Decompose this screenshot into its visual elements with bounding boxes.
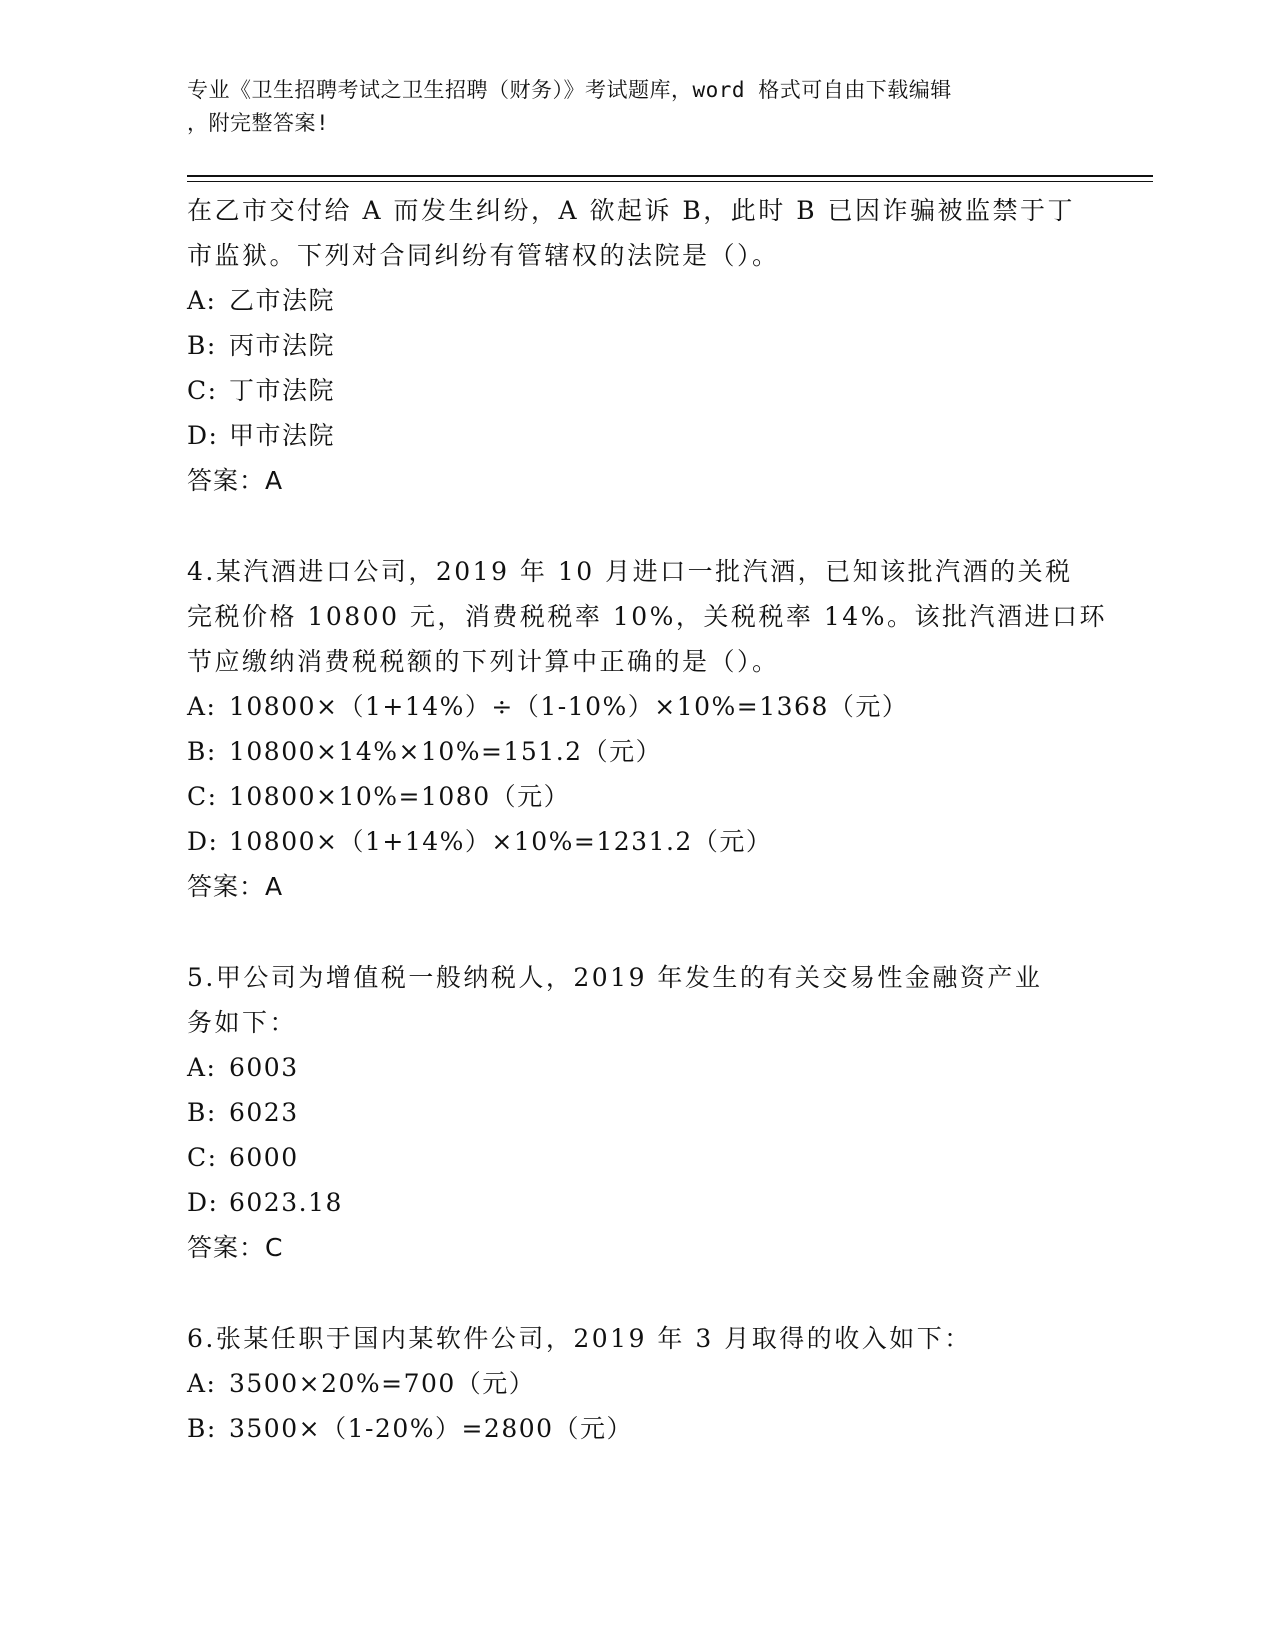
option-c: C: 6000 xyxy=(187,1143,299,1172)
question-stem-line: 5.甲公司为增值税一般纳税人，2019 年发生的有关交易性金融资产业 xyxy=(187,963,1043,992)
option-b: B: 3500×（1-20%）=2800（元） xyxy=(187,1414,634,1443)
question-content xyxy=(187,188,1107,1451)
question-stem-line: 市监狱。下列对合同纠纷有管辖权的法院是（）。 xyxy=(187,241,780,270)
option-d: D: 6023.18 xyxy=(187,1188,343,1217)
header-line-2: ，附完整答案! xyxy=(187,111,330,135)
question-stem-line: 务如下： xyxy=(187,1008,298,1037)
option-b: B: 6023 xyxy=(187,1098,299,1127)
option-a: A: 乙市法院 xyxy=(187,286,336,315)
question-stem-line: 4.某汽酒进口公司，2019 年 10 月进口一批汽酒，已知该批汽酒的关税 xyxy=(187,557,1073,586)
question-3 xyxy=(187,188,1087,503)
header-rule-thin xyxy=(187,181,1153,182)
option-d: D: 甲市法院 xyxy=(187,421,336,450)
option-a: A: 3500×20%=700（元） xyxy=(187,1369,536,1398)
option-c: C: 10800×10%=1080（元） xyxy=(187,782,571,811)
question-stem-line: 完税价格 10800 元，消费税税率 10%，关税税率 14%。该批汽酒进口环 xyxy=(187,602,1107,631)
option-a: A: 6003 xyxy=(187,1053,299,1082)
header-rule-thick xyxy=(187,175,1153,177)
question-stem-line: 6.张某任职于国内某软件公司，2019 年 3 月取得的收入如下： xyxy=(187,1324,972,1353)
question-stem-line: 节应缴纳消费税税额的下列计算中正确的是（）。 xyxy=(187,647,780,676)
header-line-1: 专业《卫生招聘考试之卫生招聘（财务）》考试题库，word 格式可自由下载编辑 xyxy=(187,78,952,102)
question-6 xyxy=(187,1316,1087,1451)
option-b: B: 丙市法院 xyxy=(187,331,336,360)
answer: 答案：A xyxy=(187,872,284,901)
document-header xyxy=(187,74,1067,140)
question-stem-line: 在乙市交付给 A 而发生纠纷，A 欲起诉 B，此时 B 已因诈骗被监禁于丁 xyxy=(187,196,1076,225)
option-d: D: 10800×（1+14%）×10%=1231.2（元） xyxy=(187,827,773,856)
question-5 xyxy=(187,955,1087,1270)
question-4 xyxy=(187,549,1107,909)
option-a: A: 10800×（1+14%）÷（1-10%）×10%=1368（元） xyxy=(187,692,909,721)
option-c: C: 丁市法院 xyxy=(187,376,336,405)
answer: 答案：C xyxy=(187,1233,284,1262)
option-b: B: 10800×14%×10%=151.2（元） xyxy=(187,737,663,766)
answer: 答案：A xyxy=(187,466,284,495)
